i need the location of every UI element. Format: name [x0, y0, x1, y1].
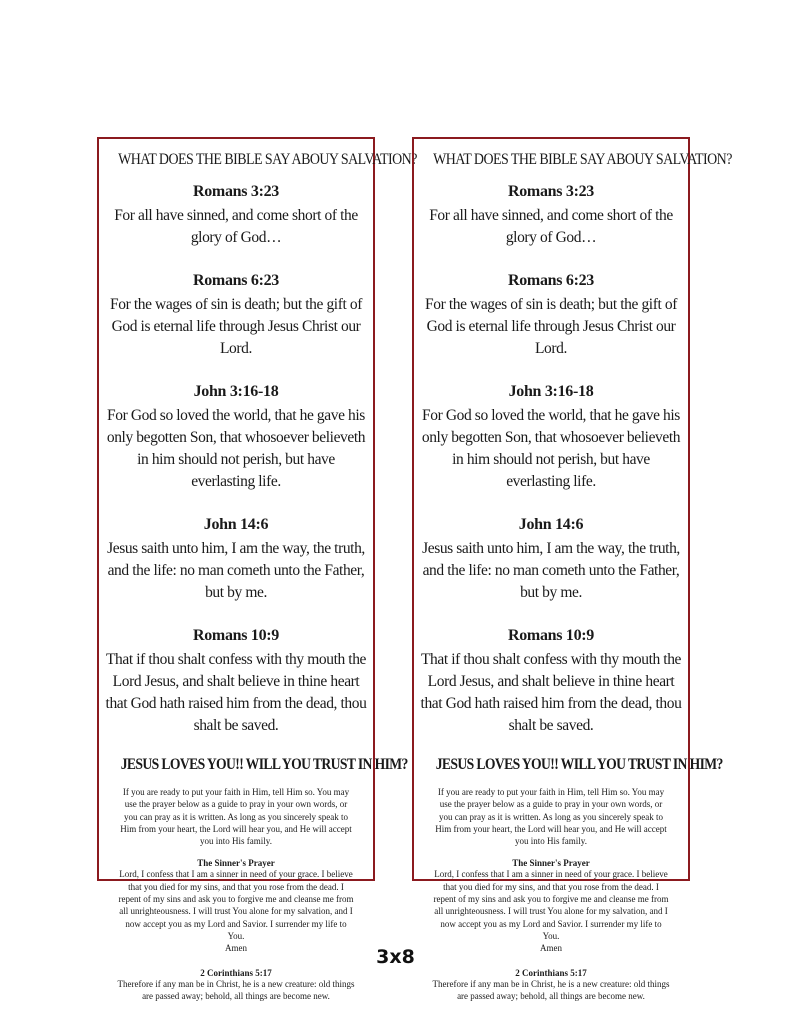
- verse-romans-3-23: [105, 183, 367, 249]
- prayer-heading: The Sinner's Prayer: [197, 858, 275, 869]
- verse-john-14-6: [105, 516, 367, 604]
- amen-text: Amen: [540, 943, 562, 954]
- verse-romans-10-9: [105, 627, 367, 737]
- verse-text: That if thou shalt confess with thy mouth the Lord Jesus, and shalt believe in thine heart that God hath raised him from the dead, thou shalt be saved.: [105, 651, 367, 734]
- verse-text: Jesus saith unto him, I am the way, the truth, and the life: no man cometh unto the Father, but by me.: [107, 540, 365, 601]
- verse-text: Jesus saith unto him, I am the way, the truth, and the life: no man cometh unto the Father, but by me.: [422, 540, 680, 601]
- card-title: WHAT DOES THE BIBLE SAY ABOUY SALVATION?: [118, 151, 417, 168]
- verse-reference: Romans 10:9: [192, 627, 280, 644]
- verse-john-3-16: [105, 383, 367, 493]
- verse-text: For the wages of sin is death; but the gift of God is eternal life through Jesus Christ our Lord.: [425, 296, 677, 357]
- verse-text: For God so loved the world, that he gave his only begotten Son, that whosoever believeth in him should not perish, but have everlasting life.: [421, 407, 681, 490]
- tagline: JESUS LOVES YOU!! WILL YOU TRUST IN HIM?: [435, 756, 723, 773]
- verse-text: That if thou shalt confess with thy mouth the Lord Jesus, and shalt believe in thine heart that God hath raised him from the dead, thou shalt be saved.: [420, 651, 682, 734]
- closing-text: Therefore if any man be in Christ, he is a new creature: old things are passed away; behold, all things are become new.: [432, 978, 670, 1001]
- intro-text: If you are ready to put your faith in Him, tell Him so. You may use the prayer below as a guide to pray in your own words, or you can pray as it is written. As long as you sincerely speak to Him from your heart, the Lord will hear you, and He will accept you into His family.: [120, 787, 352, 847]
- verse-romans-6-23: [420, 272, 682, 360]
- verse-text: For God so loved the world, that he gave his only begotten Son, that whosoever believeth in him should not perish, but have everlasting life.: [106, 407, 366, 490]
- verse-reference: John 14:6: [203, 516, 269, 533]
- verse-reference: Romans 6:23: [192, 272, 280, 289]
- verse-romans-3-23: [420, 183, 682, 249]
- prayer-text: Lord, I confess that I am a sinner in need of your grace. I believe that you died for my sins, and that you rose from the dead. I repent of my sins and ask you to forgive me and cleanse me from all unrighteousness. I will trust You alone for my salvation, and I now accept you as my Lord and Savior. I surrender my life to You.: [433, 869, 669, 941]
- verse-john-3-16: [420, 383, 682, 493]
- amen-text: Amen: [225, 943, 247, 954]
- verse-text: For all have sinned, and come short of the glory of God…: [429, 207, 673, 246]
- prayer-heading: The Sinner's Prayer: [512, 858, 590, 869]
- verse-text: For all have sinned, and come short of the glory of God…: [114, 207, 358, 246]
- closing-reference: 2 Corinthians 5:17: [515, 967, 587, 978]
- prayer-text: Lord, I confess that I am a sinner in need of your grace. I believe that you died for my sins, and that you rose from the dead. I repent of my sins and ask you to forgive me and cleanse me from all unrighteousness. I will trust You alone for my salvation, and I now accept you as my Lord and Savior. I surrender my life to You.: [118, 869, 354, 941]
- verse-romans-6-23: [105, 272, 367, 360]
- size-label: 3x8: [376, 946, 415, 968]
- closing-text: Therefore if any man be in Christ, he is a new creature: old things are passed away; behold, all things are become new.: [117, 978, 355, 1001]
- verse-text: For the wages of sin is death; but the gift of God is eternal life through Jesus Christ our Lord.: [110, 296, 362, 357]
- verse-reference: Romans 3:23: [192, 183, 280, 200]
- verse-reference: John 3:16-18: [508, 383, 594, 400]
- verse-reference: Romans 3:23: [507, 183, 595, 200]
- verse-reference: Romans 6:23: [507, 272, 595, 289]
- bookmark-card-right: [412, 137, 732, 1001]
- verse-reference: John 3:16-18: [193, 383, 279, 400]
- verse-romans-10-9: [420, 627, 682, 737]
- verse-reference: John 14:6: [518, 516, 584, 533]
- closing-reference: 2 Corinthians 5:17: [200, 967, 272, 978]
- card-title: WHAT DOES THE BIBLE SAY ABOUY SALVATION?: [433, 151, 732, 168]
- verse-reference: Romans 10:9: [507, 627, 595, 644]
- verse-john-14-6: [420, 516, 682, 604]
- intro-text: If you are ready to put your faith in Him, tell Him so. You may use the prayer below as a guide to pray in your own words, or you can pray as it is written. As long as you sincerely speak to Him from your heart, the Lord will hear you, and He will accept you into His family.: [435, 787, 667, 847]
- tagline: JESUS LOVES YOU!! WILL YOU TRUST IN HIM?: [120, 756, 408, 773]
